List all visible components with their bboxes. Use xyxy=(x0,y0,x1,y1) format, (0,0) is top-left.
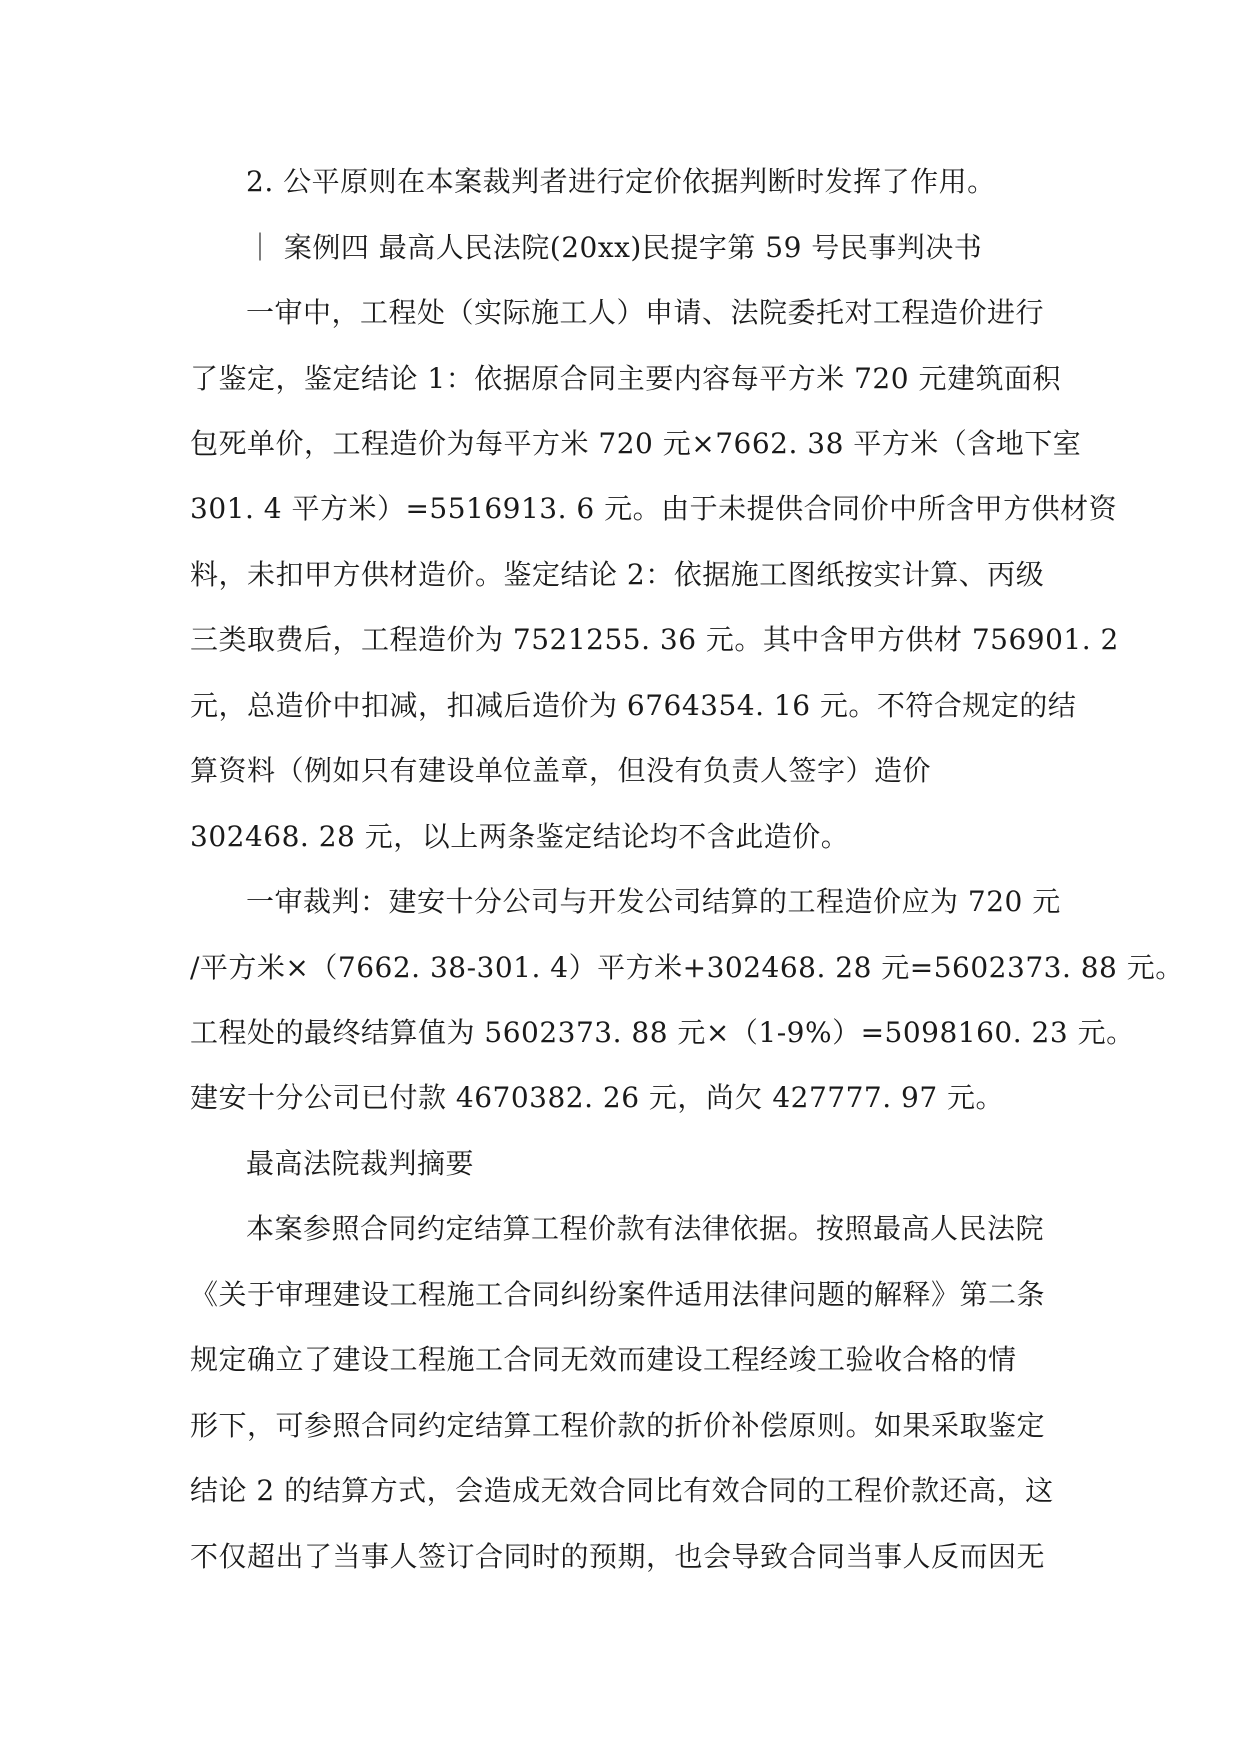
paragraph-line: 形下，可参照合同约定结算工程价款的折价补偿原则。如果采取鉴定 xyxy=(190,1409,1046,1442)
paragraph-line: 2. 公平原则在本案裁判者进行定价依据判断时发挥了作用。 xyxy=(246,165,996,198)
paragraph-line: 302468. 28 元，以上两条鉴定结论均不含此造价。 xyxy=(190,820,850,853)
paragraph-line: 规定确立了建设工程施工合同无效而建设工程经竣工验收合格的情 xyxy=(190,1343,1017,1376)
paragraph-line: 工程处的最终结算值为 5602373. 88 元×（1-9%）=5098160. 23 元。 xyxy=(190,1016,1135,1049)
paragraph-line: 料，未扣甲方供材造价。鉴定结论 2：依据施工图纸按实计算、丙级 xyxy=(190,558,1045,591)
paragraph-line: 建安十分公司已付款 4670382. 26 元，尚欠 427777. 97 元。 xyxy=(190,1081,1005,1114)
paragraph-line: 301. 4 平方米）=5516913. 6 元。由于未提供合同价中所含甲方供材资 xyxy=(190,492,1118,525)
paragraph-line: 元，总造价中扣减，扣减后造价为 6764354. 16 元。不符合规定的结 xyxy=(190,689,1077,722)
case-heading: ｜ 案例四 最高人民法院(20xx)民提字第 59 号民事判决书 xyxy=(246,231,983,264)
paragraph-line: 包死单价，工程造价为每平方米 720 元×7662. 38 平方米（含地下室 xyxy=(190,427,1082,460)
paragraph-line: 结论 2 的结算方式，会造成无效合同比有效合同的工程价款还高，这 xyxy=(190,1474,1054,1507)
paragraph-line: 了鉴定，鉴定结论 1：依据原合同主要内容每平方米 720 元建筑面积 xyxy=(190,362,1061,395)
paragraph-line: 三类取费后，工程造价为 7521255. 36 元。其中含甲方供材 756901. 2 xyxy=(190,623,1119,656)
paragraph-line: 不仅超出了当事人签订合同时的预期，也会导致合同当事人反而因无 xyxy=(190,1540,1046,1573)
paragraph-line: /平方米×（7662. 38-301. 4）平方米+302468. 28 元=5602373. 88 元。 xyxy=(190,951,1184,984)
paragraph-line: 一审中，工程处（实际施工人）申请、法院委托对工程造价进行 xyxy=(246,296,1045,329)
paragraph-line: 本案参照合同约定结算工程价款有法律依据。按照最高人民法院 xyxy=(246,1212,1045,1245)
paragraph-line: 一审裁判：建安十分公司与开发公司结算的工程造价应为 720 元 xyxy=(246,885,1061,918)
paragraph-line: 《关于审理建设工程施工合同纠纷案件适用法律问题的解释》第二条 xyxy=(190,1278,1046,1311)
section-heading: 最高法院裁判摘要 xyxy=(246,1147,475,1180)
paragraph-line: 算资料（例如只有建设单位盖章，但没有负责人签字）造价 xyxy=(190,754,932,787)
